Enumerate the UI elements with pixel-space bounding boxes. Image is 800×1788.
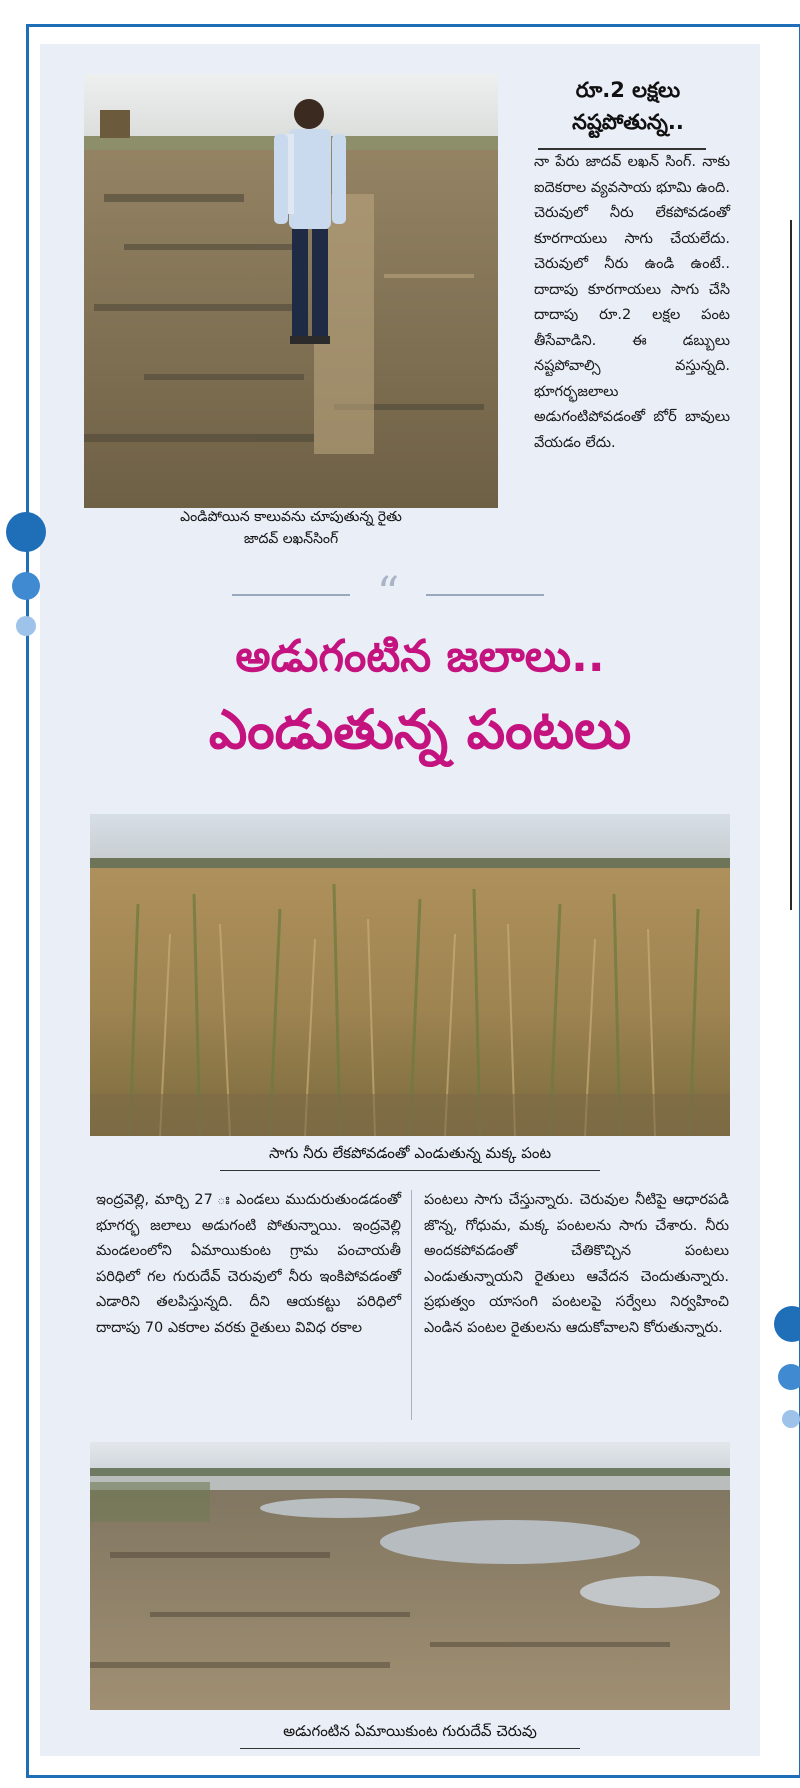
- maize-photo-caption: సాగు నీరు లేకపోవడంతో ఎండుతున్న మక్క పంట: [268, 1144, 552, 1162]
- side-title-line: నష్టపోతున్న..: [572, 110, 684, 134]
- side-title-line: రూ.2 లక్షలు: [575, 78, 681, 102]
- body-column-1: ఇంద్రవెల్లి, మార్చి 27 ః ఎండలు ముదురుతుండడంతో భూగర్భ జలాలు అడుగంటి పోతున్నాయి. ఇంద్రవెల్లి మండలంలోని ఏమాయికుంట గ్రామ పంచాయతీ పరిధిలో గల గురుదేవ్ చెరువులో నీరు ఇంకిపోవడంతో ఎడారిని తలపిస్తున్నది. దీని ఆయకట్టు పరిధిలో దాదాపు 70 ఎకరాల వరకు రైతులు వివిధ రకాల: [96, 1192, 401, 1336]
- decor-dot: [778, 1364, 800, 1390]
- decor-dot: [782, 1410, 800, 1428]
- caption-rule: [240, 1748, 580, 1749]
- headline-line-1: అడుగంటిన జలాలు..: [235, 631, 605, 682]
- side-title: [538, 74, 718, 138]
- headline-line-2: ఎండుతున్న పంటలు: [208, 698, 632, 761]
- right-rule: [790, 220, 792, 910]
- decor-dot: [16, 616, 36, 636]
- separator-left: [232, 594, 350, 596]
- side-text: నా పేరు జాదవ్ లఖన్ సింగ్. నాకు ఐదెకరాల వ్యవసాయ భూమి ఉంది. చెరువులో నీరు లేకపోవడంతో కూరగాయలు సాగు చేయలేదు. చెరువులో నీరు ఉండి ఉంటే.. దాదాపు కూరగాయలు సాగు చేసి దాదాపు రూ.2 లక్షల పంట తీసేవాడిని. ఈ డబ్బులు నష్టపోవాల్సి వస్తున్నది. భూగర్భజలాలు అడుగంటిపోవడంతో బోర్ బావులు వేయడం లేదు.: [534, 154, 730, 451]
- caption-line: జాదవ్ లఖన్‌సింగ్: [243, 531, 339, 547]
- pond-photo-caption: అడుగంటిన ఏమాయికుంట గురుదేవ్ చెరువు: [283, 1722, 537, 1740]
- caption-line: ఎండిపోయిన కాలువను చూపుతున్న రైతు: [180, 509, 402, 525]
- column-divider: [411, 1190, 412, 1420]
- farmer-photo-caption: [84, 506, 498, 550]
- quote-icon: “: [376, 568, 400, 619]
- separator-right: [426, 594, 544, 596]
- decor-dot: [12, 572, 40, 600]
- body-column-2: పంటలు సాగు చేస్తున్నారు. చెరువుల నీటిపై ఆధారపడి జొన్న, గోధుమ, మక్క పంటలను సాగు చేశారు. నీరు అందకపోవడంతో చేతికొచ్చిన పంటలు ఎండుతున్నాయని రైతులు ఆవేదన చెందుతున్నారు. ప్రభుత్వం యాసంగి పంటలపై సర్వేలు నిర్వహించి ఎండిన పంటల రైతులను ఆదుకోవాలని కోరుతున్నారు.: [424, 1192, 729, 1336]
- decor-dot: [6, 512, 46, 552]
- maize-field-photo: [90, 814, 730, 1136]
- pond-photo: [90, 1442, 730, 1710]
- caption-rule: [220, 1170, 600, 1171]
- farmer-photo: [84, 74, 498, 508]
